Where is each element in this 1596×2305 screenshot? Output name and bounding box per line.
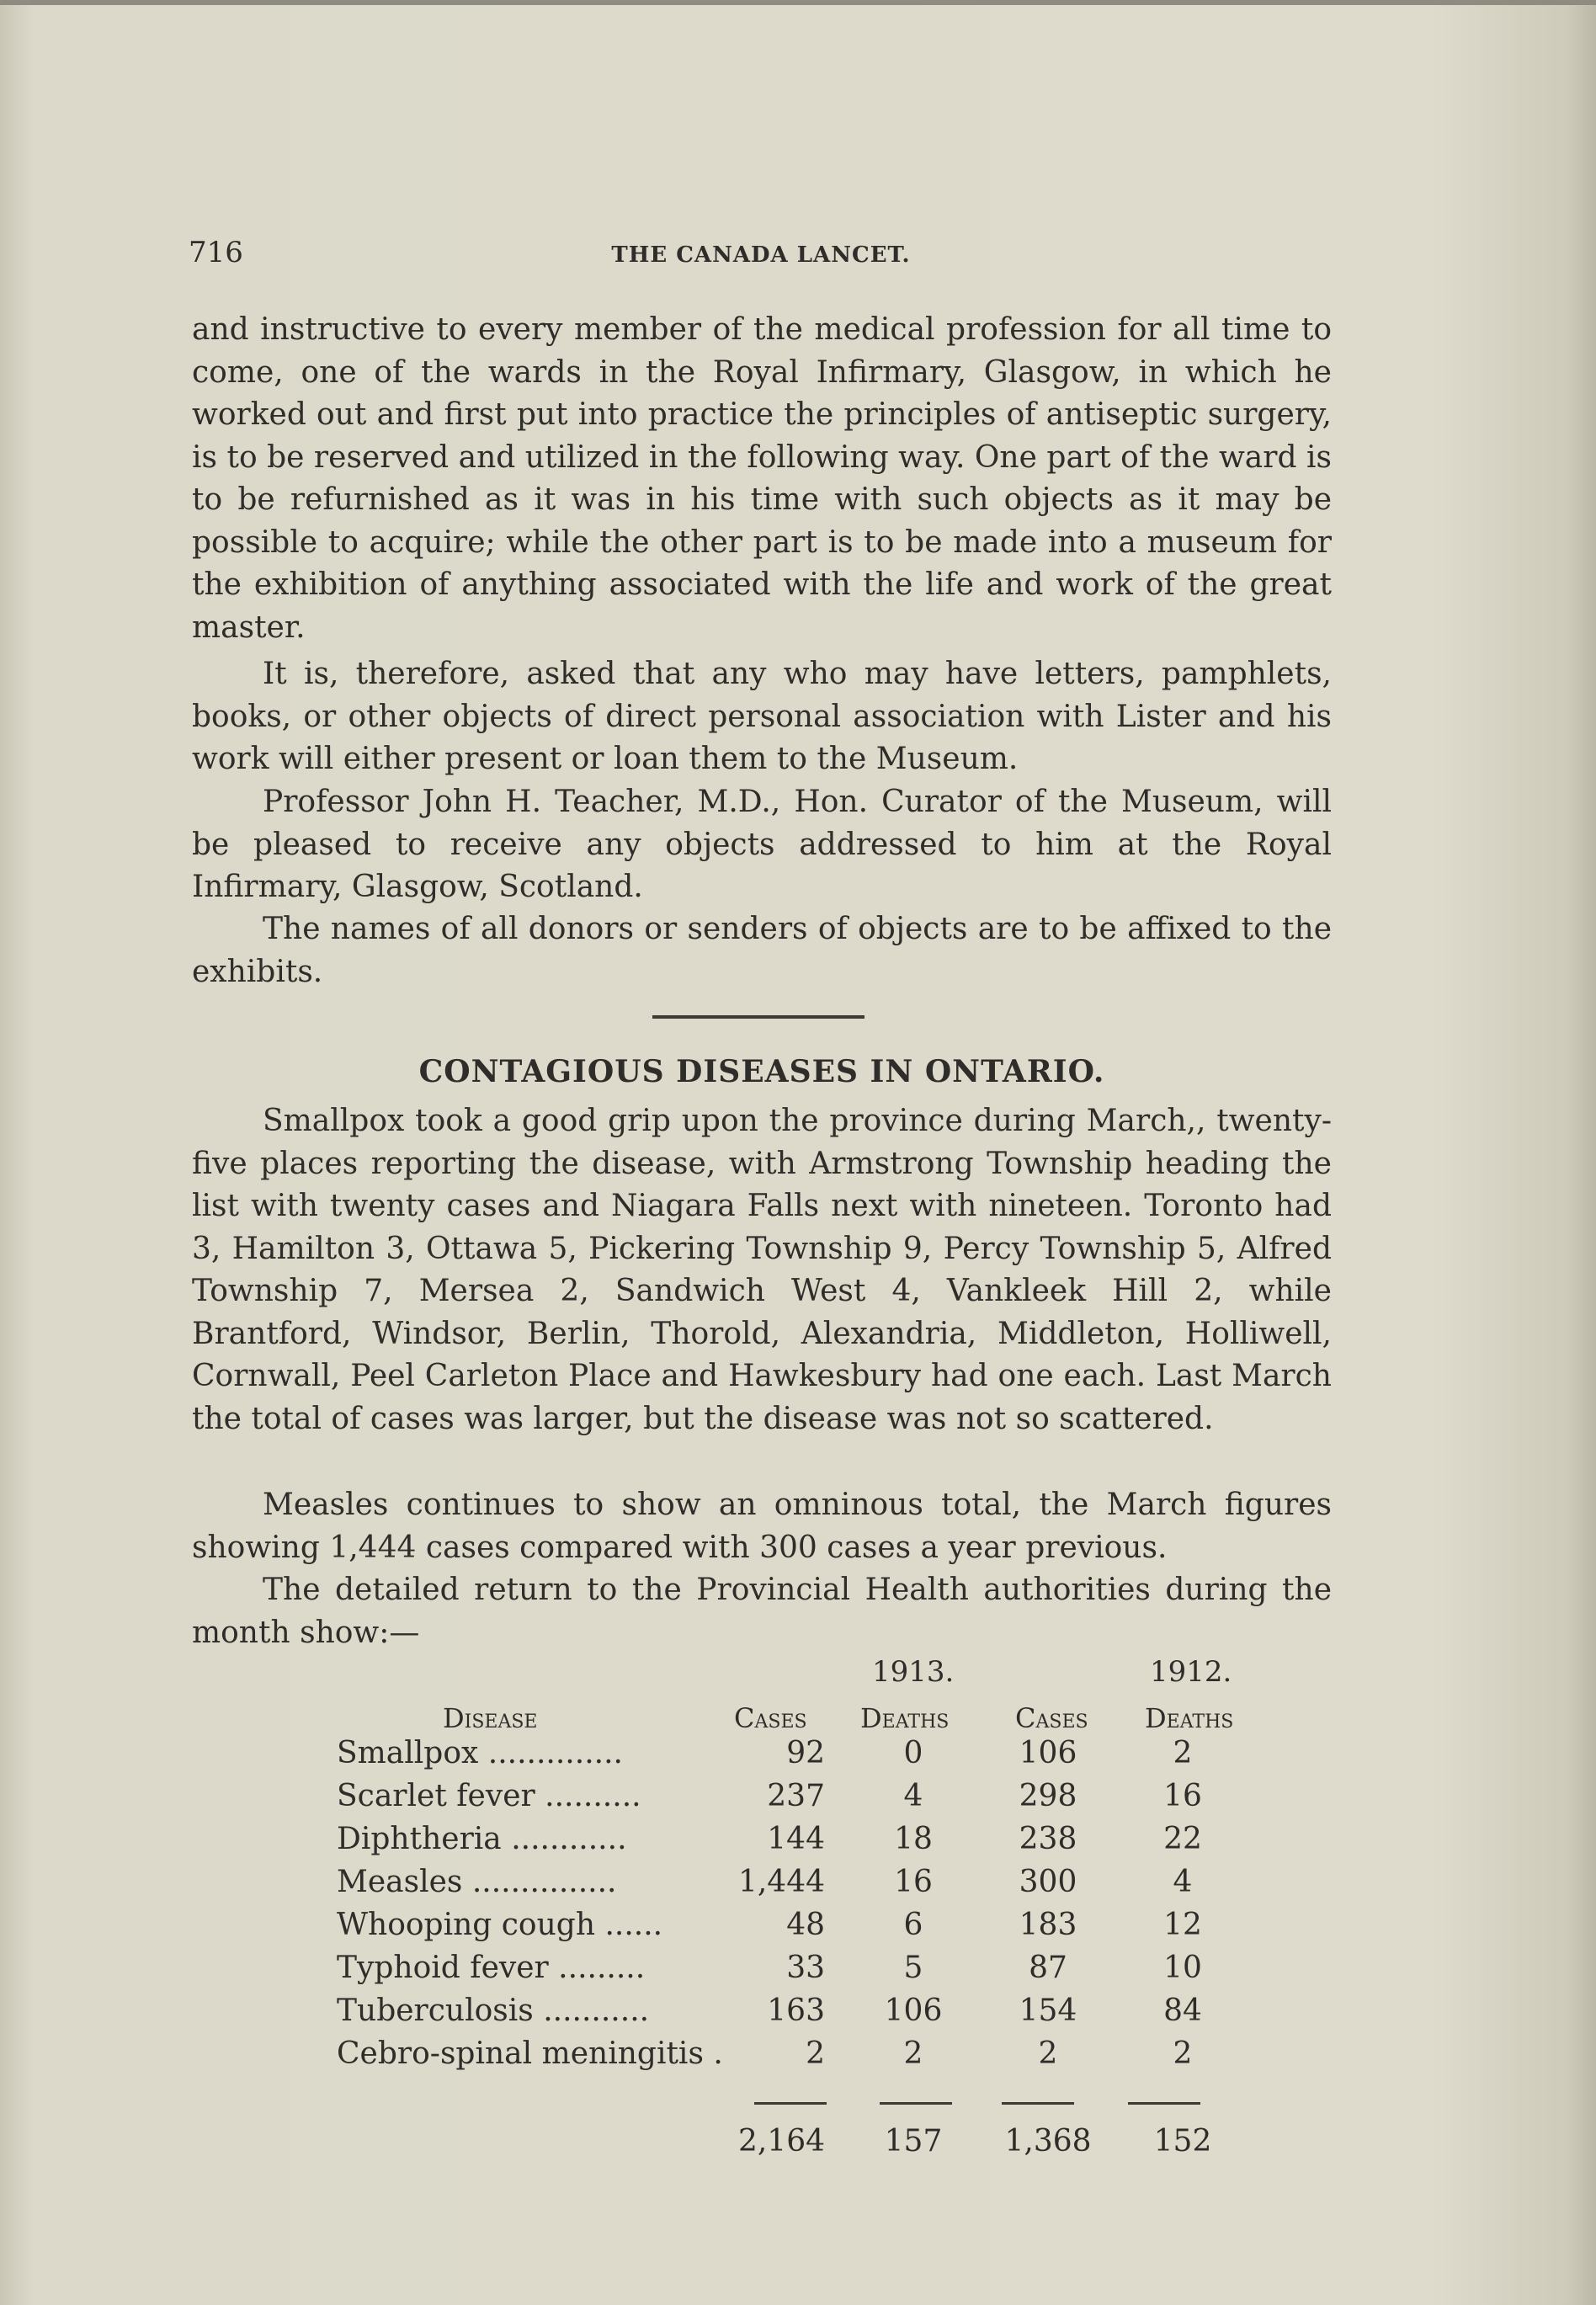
header-deaths-1913: Deaths (860, 1702, 950, 1734)
paragraph-request: It is, therefore, asked that any who may have letters, pamphlets, books, or other objects of direct personal association with Lister and his work will either present or loan them to the Museum. (192, 657, 1332, 776)
total-rule (1128, 2102, 1200, 2105)
disease-name: Typhoid fever ......... (337, 1951, 646, 1985)
disease-name: Whooping cough ...... (337, 1908, 663, 1942)
totals-row (337, 2124, 1279, 2166)
paragraph-measles: Measles continues to show an omninous total, the March figures showing 1,444 cases compared with 300 cases a year previous. (192, 1488, 1332, 1565)
table-row (337, 1822, 1279, 1864)
cases-1913: 92 (786, 1736, 825, 1770)
disease-name: Cebro-spinal meningitis . (337, 2036, 723, 2071)
deaths-1912: 4 (1173, 1865, 1193, 1899)
cases-1912: 300 (1019, 1865, 1077, 1899)
year-1912: 1912. (1150, 1655, 1232, 1689)
cases-1913: 144 (767, 1822, 825, 1856)
cases-1912: 238 (1019, 1822, 1077, 1856)
total-rule (1002, 2102, 1074, 2105)
cases-1913: 1,444 (737, 1865, 825, 1899)
paragraph-smallpox: Smallpox took a good grip upon the province during March,, twenty-five places reporting the disease, with Armstrong Township heading the list with twenty cases and Niagara Falls next with nineteen. Toronto had 3, Hamilton 3, Ottawa 5, Pickering Township 9, Percy Township 5, Alfred Township 7, Mersea 2, Sandwich West 4, Vankleek Hill 2, while Brantford, Windsor, Berlin, Thorold, Alexandria, Middleton, Holliwell, Cornwall, Peel Carleton Place and Hawkesbury had one each. Last March the total of cases was larger, but the disease was not so scattered. (192, 1104, 1332, 1436)
disease-name: Measles ............... (337, 1865, 617, 1899)
paragraph-return: The detailed return to the Provincial Health authorities during the month show:— (192, 1573, 1332, 1650)
cases-1913: 163 (767, 1994, 825, 2028)
deaths-1912: 2 (1173, 1736, 1193, 1770)
section-divider (652, 1015, 864, 1019)
page-top-edge (0, 0, 1596, 5)
paragraph-lister-ward: and instructive to every member of the medical profession for all time to come, one of the wards in the Royal Infirmary, Glasgow, in which he worked out and first put into practice the principles of antiseptic surgery, is to be reserved and utilized in the following way. One part of the ward is to be refurnished as it was in his time with such objects as it may be possible to acquire; while the other part is to be made into a museum for the exhibition of anything associated with the life and work of the great master. (192, 312, 1332, 645)
cases-1912: 183 (1019, 1908, 1077, 1942)
year-1913: 1913. (872, 1655, 955, 1689)
total-deaths-1913: 157 (884, 2124, 943, 2159)
header-cases-1913: Cases (734, 1702, 807, 1734)
disease-name: Smallpox .............. (337, 1736, 623, 1770)
deaths-1913: 0 (903, 1736, 923, 1770)
table-row (337, 1994, 1279, 2036)
deaths-1913: 6 (903, 1908, 923, 1942)
deaths-1912: 12 (1163, 1908, 1202, 1942)
cases-1913: 48 (786, 1908, 825, 1942)
disease-name: Scarlet fever .......... (337, 1779, 641, 1813)
page-number: 716 (189, 236, 243, 269)
cases-1912: 87 (1029, 1951, 1067, 1985)
deaths-1912: 2 (1173, 2036, 1193, 2071)
deaths-1913: 4 (903, 1779, 923, 1813)
cases-1913: 2 (806, 2036, 825, 2071)
paragraph-donors: The names of all donors or senders of objects are to be affixed to the exhibits. (192, 912, 1332, 989)
cases-1912: 2 (1038, 2036, 1058, 2071)
deaths-1913: 2 (903, 2036, 923, 2071)
deaths-1912: 16 (1163, 1779, 1202, 1813)
table-row (337, 1736, 1279, 1778)
cases-1912: 106 (1019, 1736, 1077, 1770)
table-row (337, 1779, 1279, 1821)
total-cases-1913: 2,164 (737, 2124, 825, 2159)
running-title: THE CANADA LANCET. (611, 242, 911, 268)
deaths-1912: 84 (1163, 1994, 1202, 2028)
total-rule (754, 2102, 827, 2105)
total-rule (880, 2102, 952, 2105)
header-deaths-1912: Deaths (1145, 1702, 1234, 1734)
deaths-1913: 106 (884, 1994, 943, 2028)
cases-1913: 33 (786, 1951, 825, 1985)
header-cases-1912: Cases (1015, 1702, 1088, 1734)
deaths-1912: 22 (1163, 1822, 1202, 1856)
total-cases-1912: 1,368 (1004, 2124, 1092, 2159)
page-header (189, 236, 1333, 278)
deaths-1913: 5 (903, 1951, 923, 1985)
disease-name: Tuberculosis ........... (337, 1994, 650, 2028)
cases-1912: 154 (1019, 1994, 1077, 2028)
table-row (337, 1865, 1279, 1907)
table-row (337, 1908, 1279, 1950)
cases-1913: 237 (767, 1779, 825, 1813)
deaths-1913: 18 (894, 1822, 933, 1856)
section-heading: CONTAGIOUS DISEASES IN ONTARIO. (418, 1054, 1105, 1089)
total-deaths-1912: 152 (1153, 2124, 1212, 2159)
cases-1912: 298 (1019, 1779, 1077, 1813)
paragraph-curator: Professor John H. Teacher, M.D., Hon. Curator of the Museum, will be pleased to receive any objects addressed to him at the Royal Infirmary, Glasgow, Scotland. (192, 785, 1332, 904)
table-row (337, 2036, 1279, 2079)
table-row (337, 1951, 1279, 1993)
disease-name: Diphtheria ............ (337, 1822, 627, 1856)
deaths-1912: 10 (1163, 1951, 1202, 1985)
header-disease: Disease (443, 1702, 538, 1734)
deaths-1913: 16 (894, 1865, 933, 1899)
